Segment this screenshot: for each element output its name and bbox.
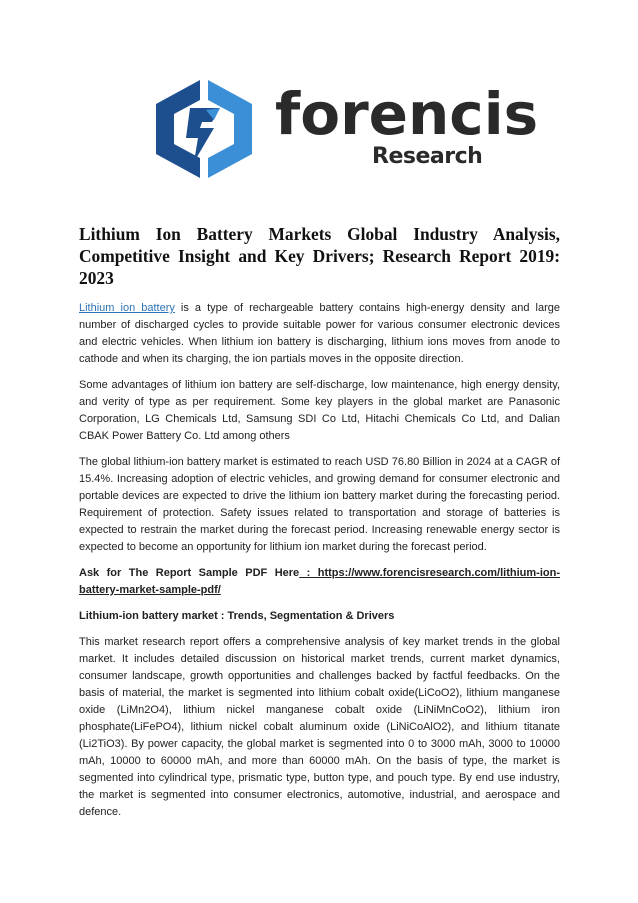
report-title bbox=[79, 223, 560, 289]
title-line-1: Lithium Ion Battery Markets Global Industry Analysis, bbox=[79, 224, 560, 244]
title-line-2: Competitive Insight and Key Drivers; Research Report 2019: 2023 bbox=[79, 246, 560, 288]
sample-pdf-link[interactable]: : https://www.forencisresearch.com/lithium-ion-battery-market-sample-pdf/ bbox=[79, 567, 560, 596]
sample-label: Ask for The Report Sample PDF Here bbox=[79, 567, 300, 579]
logo-mark-icon bbox=[150, 78, 268, 180]
intro-paragraph bbox=[79, 300, 560, 368]
section-heading: Lithium-ion battery market : Trends, Segmentation & Drivers bbox=[79, 610, 395, 622]
advantages-paragraph: Some advantages of lithium ion battery are self-discharge, low maintenance, high energy density, and verity of type as per requirement. Some key players in the global market are Panasonic Corporation, LG Chemicals Ltd, Samsung SDI Co Ltd, Hitachi Chemicals Co Ltd, and Dalian CBAK Power Battery Co. Ltd among others bbox=[79, 379, 560, 442]
market-estimate-paragraph: The global lithium-ion battery market is estimated to reach USD 76.80 Billion in 2024 at a CAGR of 15.4%. Increasing adoption of electric vehicles, and growing demand for consumer electronic and portable devices are expected to drive the lithium ion battery market during the forecasting period. Requirement of protection. Safety issues related to transportation and storage of batteries is expected to restrain the market during the forecast period. Increasing renewable energy sector is expected to become an opportunity for lithium ion market during the forecast period. bbox=[79, 456, 560, 553]
logo-wordmark: forencis bbox=[275, 80, 539, 148]
logo-subtext: Research bbox=[372, 144, 483, 169]
intro-text: is a type of rechargeable battery contains high-energy density and large number of discharged cycles to provide suitable power for various consumer electronic devices and electric vehicles. When lithium ion battery is discharging, lithium ions moves from anode to cathode and when its charging, the ion partials moves in the opposite direction. bbox=[79, 302, 560, 365]
article-body bbox=[79, 223, 560, 830]
forencis-logo bbox=[150, 78, 539, 180]
sample-request bbox=[79, 565, 560, 599]
lithium-ion-battery-link[interactable]: Lithium ion battery bbox=[79, 302, 175, 314]
segmentation-paragraph: This market research report offers a comprehensive analysis of key market trends in the global market. It includes detailed discussion on historical market trends, current market dynamics, consumer landscape, growth opportunities and challenges backed by factful feedbacks. On the basis of material, the market is segmented into lithium cobalt oxide(LiCoO2), lithium manganese oxide (LiMn2O4), lithium nickel manganese cobalt oxide (LiNiMnCoO2), lithium iron phosphate(LiFePO4), lithium nickel cobalt aluminum oxide (LiNiCoAlO2), and lithium titanate (Li2TiO3). By power capacity, the global market is segmented into 0 to 3000 mAh, 3000 to 10000 mAh, 10000 to 60000 mAh, and more than 60000 mAh. On the basis of type, the market is segmented into cylindrical type, prismatic type, button type, and pouch type. By end use industry, the market is segmented into consumer electronics, automotive, industrial, and aerospace and defence. bbox=[79, 636, 560, 818]
